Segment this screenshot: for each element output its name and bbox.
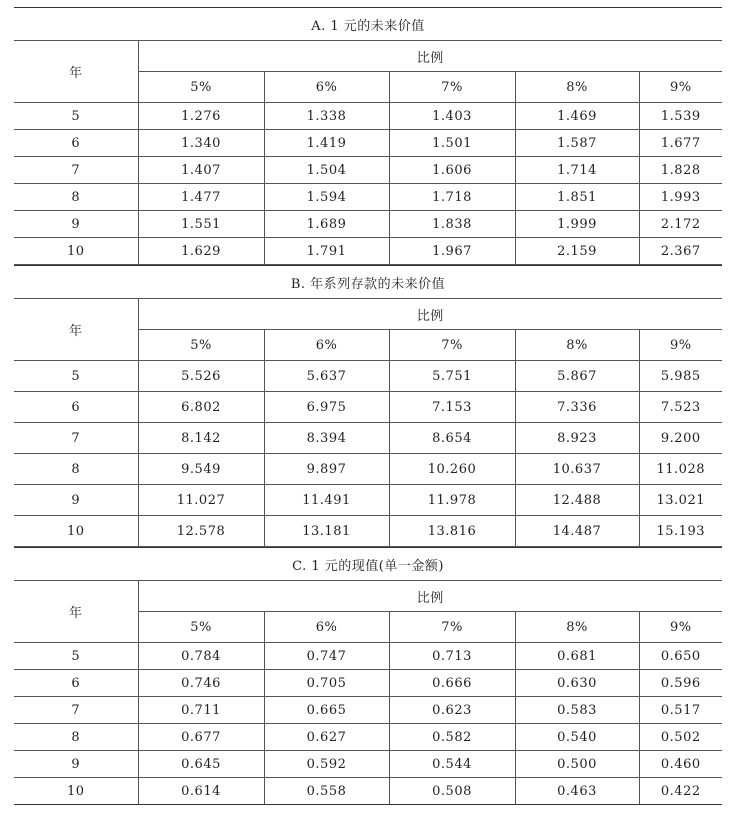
table-row <box>14 211 722 238</box>
value-cell: 7.523 <box>639 392 722 423</box>
table-row <box>14 103 722 130</box>
value-cell: 1.851 <box>515 184 639 211</box>
value-cell: 1.594 <box>264 184 389 211</box>
value-cell: 1.504 <box>264 157 389 184</box>
value-cell: 0.558 <box>264 778 389 805</box>
year-cell: 6 <box>14 392 138 423</box>
year-cell: 10 <box>14 238 138 265</box>
value-cell: 11.978 <box>389 485 515 516</box>
value-cell: 2.159 <box>515 238 639 265</box>
value-cell: 1.993 <box>639 184 722 211</box>
year-header: 年 <box>14 41 138 103</box>
value-cell: 1.677 <box>639 130 722 157</box>
value-cell: 0.592 <box>264 751 389 778</box>
value-cell: 0.583 <box>515 697 639 724</box>
value-cell: 1.718 <box>389 184 515 211</box>
value-cell: 13.021 <box>639 485 722 516</box>
value-cell: 1.419 <box>264 130 389 157</box>
rate-header: 6% <box>264 612 389 643</box>
year-cell: 5 <box>14 103 138 130</box>
value-cell: 0.677 <box>138 724 264 751</box>
value-cell: 13.181 <box>264 516 389 547</box>
rate-header: 8% <box>515 72 639 103</box>
value-cell: 0.681 <box>515 643 639 670</box>
value-cell: 0.596 <box>639 670 722 697</box>
value-cell: 1.791 <box>264 238 389 265</box>
table-row <box>14 423 722 454</box>
value-cell: 1.477 <box>138 184 264 211</box>
year-cell: 8 <box>14 724 138 751</box>
value-cell: 1.551 <box>138 211 264 238</box>
table-section-b <box>14 265 722 547</box>
year-cell: 5 <box>14 643 138 670</box>
rate-header: 7% <box>389 612 515 643</box>
year-header: 年 <box>14 581 138 643</box>
value-cell: 1.606 <box>389 157 515 184</box>
table-row <box>14 157 722 184</box>
value-cell: 0.502 <box>639 724 722 751</box>
year-cell: 9 <box>14 751 138 778</box>
value-cell: 1.629 <box>138 238 264 265</box>
rate-header: 9% <box>639 330 722 361</box>
value-cell: 1.403 <box>389 103 515 130</box>
value-cell: 10.637 <box>515 454 639 485</box>
value-cell: 0.630 <box>515 670 639 697</box>
value-cell: 0.747 <box>264 643 389 670</box>
table-section-a <box>14 7 722 265</box>
value-cell: 11.491 <box>264 485 389 516</box>
value-cell: 5.526 <box>138 361 264 392</box>
rate-header: 5% <box>138 612 264 643</box>
rate-header: 8% <box>515 330 639 361</box>
year-header: 年 <box>14 299 138 361</box>
value-cell: 1.539 <box>639 103 722 130</box>
table-row <box>14 516 722 547</box>
value-cell: 1.689 <box>264 211 389 238</box>
value-cell: 0.627 <box>264 724 389 751</box>
year-cell: 5 <box>14 361 138 392</box>
table-row <box>14 184 722 211</box>
value-cell: 15.193 <box>639 516 722 547</box>
year-cell: 7 <box>14 423 138 454</box>
value-cell: 0.508 <box>389 778 515 805</box>
value-cell: 1.999 <box>515 211 639 238</box>
value-cell: 0.784 <box>138 643 264 670</box>
table-row <box>14 670 722 697</box>
table-section-c <box>14 547 722 805</box>
value-cell: 0.665 <box>264 697 389 724</box>
value-cell: 1.838 <box>389 211 515 238</box>
year-cell: 8 <box>14 184 138 211</box>
value-cell: 0.460 <box>639 751 722 778</box>
value-cell: 0.650 <box>639 643 722 670</box>
year-cell: 7 <box>14 697 138 724</box>
value-cell: 1.714 <box>515 157 639 184</box>
table-row <box>14 485 722 516</box>
table-row <box>14 130 722 157</box>
value-cell: 6.975 <box>264 392 389 423</box>
ratio-header: 比例 <box>138 581 722 612</box>
value-cell: 1.828 <box>639 157 722 184</box>
table-row <box>14 361 722 392</box>
rate-header: 9% <box>639 612 722 643</box>
value-cell: 5.637 <box>264 361 389 392</box>
section-title: B. 年系列存款的未来价值 <box>14 266 722 299</box>
year-cell: 8 <box>14 454 138 485</box>
value-cell: 1.407 <box>138 157 264 184</box>
value-cell: 5.867 <box>515 361 639 392</box>
year-cell: 6 <box>14 670 138 697</box>
value-cell: 7.153 <box>389 392 515 423</box>
year-cell: 9 <box>14 485 138 516</box>
value-cell: 1.587 <box>515 130 639 157</box>
year-cell: 6 <box>14 130 138 157</box>
value-cell: 0.713 <box>389 643 515 670</box>
value-cell: 5.985 <box>639 361 722 392</box>
value-cell: 0.705 <box>264 670 389 697</box>
value-cell: 0.614 <box>138 778 264 805</box>
rate-header: 5% <box>138 330 264 361</box>
value-cell: 2.367 <box>639 238 722 265</box>
ratio-header: 比例 <box>138 299 722 330</box>
rate-header: 5% <box>138 72 264 103</box>
rate-header: 6% <box>264 330 389 361</box>
rate-header: 8% <box>515 612 639 643</box>
value-cell: 9.200 <box>639 423 722 454</box>
value-cell: 0.746 <box>138 670 264 697</box>
value-cell: 0.711 <box>138 697 264 724</box>
table-row <box>14 643 722 670</box>
value-cell: 12.578 <box>138 516 264 547</box>
ratio-header: 比例 <box>138 41 722 72</box>
value-cell: 1.276 <box>138 103 264 130</box>
value-cell: 8.394 <box>264 423 389 454</box>
value-cell: 13.816 <box>389 516 515 547</box>
value-cell: 0.623 <box>389 697 515 724</box>
table-row <box>14 238 722 265</box>
value-cell: 6.802 <box>138 392 264 423</box>
value-cell: 0.500 <box>515 751 639 778</box>
rate-tables-document <box>14 7 722 805</box>
value-cell: 9.897 <box>264 454 389 485</box>
section-title: A. 1 元的未来价值 <box>14 8 722 41</box>
value-cell: 1.338 <box>264 103 389 130</box>
table-row <box>14 778 722 805</box>
value-cell: 2.172 <box>639 211 722 238</box>
value-cell: 0.544 <box>389 751 515 778</box>
year-cell: 9 <box>14 211 138 238</box>
value-cell: 8.654 <box>389 423 515 454</box>
value-cell: 1.340 <box>138 130 264 157</box>
table-row <box>14 392 722 423</box>
rate-header: 7% <box>389 72 515 103</box>
value-cell: 5.751 <box>389 361 515 392</box>
rate-header: 9% <box>639 72 722 103</box>
value-cell: 0.422 <box>639 778 722 805</box>
value-cell: 0.540 <box>515 724 639 751</box>
table-row <box>14 724 722 751</box>
year-cell: 10 <box>14 516 138 547</box>
year-cell: 10 <box>14 778 138 805</box>
table-row <box>14 454 722 485</box>
value-cell: 7.336 <box>515 392 639 423</box>
value-cell: 1.501 <box>389 130 515 157</box>
value-cell: 8.142 <box>138 423 264 454</box>
value-cell: 0.517 <box>639 697 722 724</box>
value-cell: 0.666 <box>389 670 515 697</box>
value-cell: 12.488 <box>515 485 639 516</box>
table-row <box>14 751 722 778</box>
value-cell: 11.028 <box>639 454 722 485</box>
value-cell: 14.487 <box>515 516 639 547</box>
value-cell: 8.923 <box>515 423 639 454</box>
value-cell: 1.469 <box>515 103 639 130</box>
rate-header: 7% <box>389 330 515 361</box>
value-cell: 0.463 <box>515 778 639 805</box>
value-cell: 0.645 <box>138 751 264 778</box>
rate-header: 6% <box>264 72 389 103</box>
section-title: C. 1 元的现值(单一金额) <box>14 548 722 581</box>
table-row <box>14 697 722 724</box>
value-cell: 10.260 <box>389 454 515 485</box>
year-cell: 7 <box>14 157 138 184</box>
value-cell: 11.027 <box>138 485 264 516</box>
value-cell: 9.549 <box>138 454 264 485</box>
value-cell: 1.967 <box>389 238 515 265</box>
value-cell: 0.582 <box>389 724 515 751</box>
